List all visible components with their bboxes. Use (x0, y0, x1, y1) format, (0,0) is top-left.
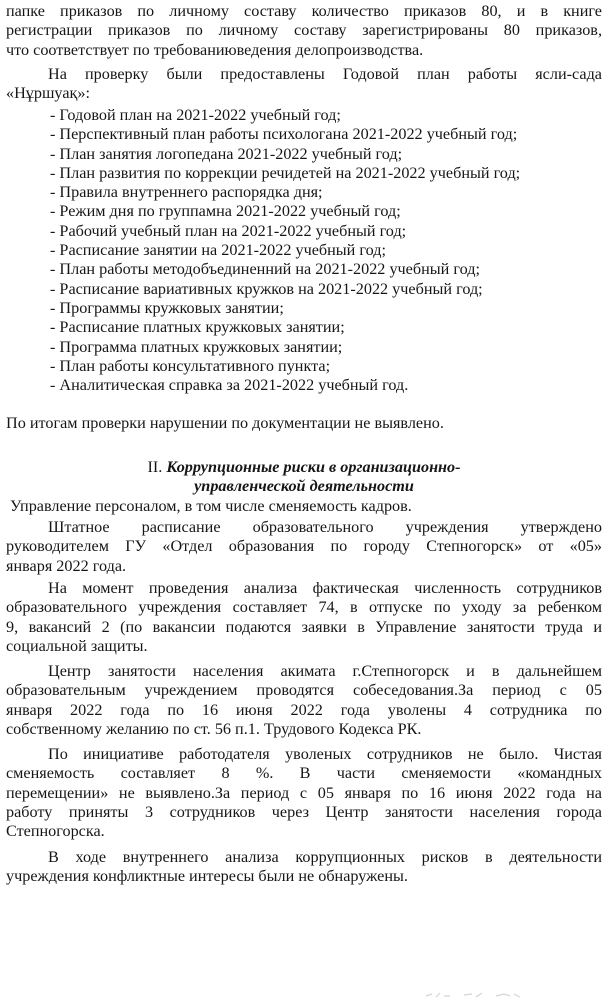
text-line: перемещении» не выявлено.За период с 05 января по 16 июня 2022 года на (6, 783, 602, 802)
list-item: - План работы консультативного пункта; (50, 356, 331, 375)
text-line: Штатное расписание образовательного учреждения утверждено (48, 518, 602, 536)
result-line: По итогам проверки нарушении по документации не выявлено. (6, 414, 444, 432)
text-line: «Нұршуақ»: (6, 84, 90, 103)
intro-paragraph (6, 2, 602, 60)
text-line: января 2022 года. (6, 556, 127, 575)
text-line: сменяемость составляет 8 %. В части сменяемости «командных (6, 764, 602, 783)
text-line: образовательного учреждения составляет 74, в отпуске по уходу за ребенком (6, 598, 602, 617)
list-item: - Расписание вариативных кружков на 2021-2022 учебный год; (50, 279, 483, 298)
list-item: - План занятия логопедана 2021-2022 учебный год; (50, 144, 403, 163)
text-line: По инициативе работодателя уволеных сотрудников не было. Чистая (48, 745, 602, 763)
employment-center-paragraph (6, 662, 602, 739)
text-line: образовательным учреждением проводятся собеседования.За период с 05 (6, 681, 602, 700)
list-item: - Режим дня по группамна 2021-2022 учебный год; (50, 202, 401, 221)
section-title-line1: Коррупционные риски в организационно- (166, 458, 461, 476)
text-line: В ходе внутреннего анализа коррупционных рисков в деятельности (48, 848, 602, 866)
section-title-line2: управленческой деятельности (194, 477, 414, 496)
text-line: учреждения конфликтные интересы были не обнаружены. (6, 867, 408, 886)
subtitle: Управление персоналом, в том числе сменяемость кадров. (10, 497, 412, 515)
conclusion-paragraph (6, 848, 602, 887)
text-line: социальной защиты. (6, 636, 148, 655)
text-line: папке приказов по личному составу количество приказов 80, и в книге (6, 2, 602, 20)
section-heading (6, 458, 602, 497)
list-item: - Расписание платных кружковых занятии; (50, 318, 345, 337)
list-item: - Программа платных кружковых занятии; (50, 337, 343, 356)
text-line: На момент проведения анализа фактическая численность сотрудников (48, 579, 602, 597)
text-line: Центр занятости населения акимата г.Степногорск и в дальнейшем (48, 662, 602, 680)
text-line: что соответствует по требованиюведения делопроизводства. (6, 40, 424, 59)
text-line: На проверку были предоставлены Годовой план работы ясли-сада (48, 65, 602, 83)
text-line: собственному желанию по ст. 56 п.1. Трудового Кодекса РК. (6, 719, 422, 738)
scan-smudge (424, 988, 524, 1002)
staffing-paragraph (6, 518, 602, 576)
text-line: работу приняты 3 сотрудников через Центр занятости населения города (6, 802, 602, 821)
turnover-paragraph (6, 745, 602, 841)
text-line: регистрации приказов по личному составу зарегистрированы 80 приказов, (6, 21, 602, 40)
list-item: - Перспективный план работы психологана 2021-2022 учебный год; (50, 125, 518, 144)
headcount-paragraph (6, 579, 602, 656)
list-item: - Годовой план на 2021-2022 учебный год; (50, 106, 341, 124)
heading-line-1 (6, 458, 602, 477)
list-item: - Аналитическая справка за 2021-2022 учебный год. (50, 376, 409, 395)
list-item: - Рабочий учебный план на 2021-2022 учебный год; (50, 221, 407, 240)
heading-line-2 (6, 477, 602, 496)
text-line: руководителем ГУ «Отдел образования по городу Степногорск» от «05» (6, 537, 602, 556)
list-item: - План работы методобъединенний на 2021-2022 учебный год; (50, 260, 480, 279)
documents-list (50, 106, 602, 395)
check-paragraph (6, 65, 602, 104)
section-number: II. (147, 458, 163, 476)
text-line: Степногорска. (6, 822, 105, 841)
list-item: - План развития по коррекции речидетей на 2021-2022 учебный год; (50, 163, 521, 182)
list-item: - Расписание занятии на 2021-2022 учебный год; (50, 241, 386, 260)
text-line: января 2022 года по 16 июня 2022 года уволены 4 сотрудника по (6, 700, 602, 719)
list-item: - Правила внутреннего распорядка дня; (50, 183, 323, 202)
text-line: 9, вакансий 2 (по вакансии подаются заявки в Управление занятости труда и (6, 617, 602, 636)
list-item: - Программы кружковых занятии; (50, 298, 284, 317)
